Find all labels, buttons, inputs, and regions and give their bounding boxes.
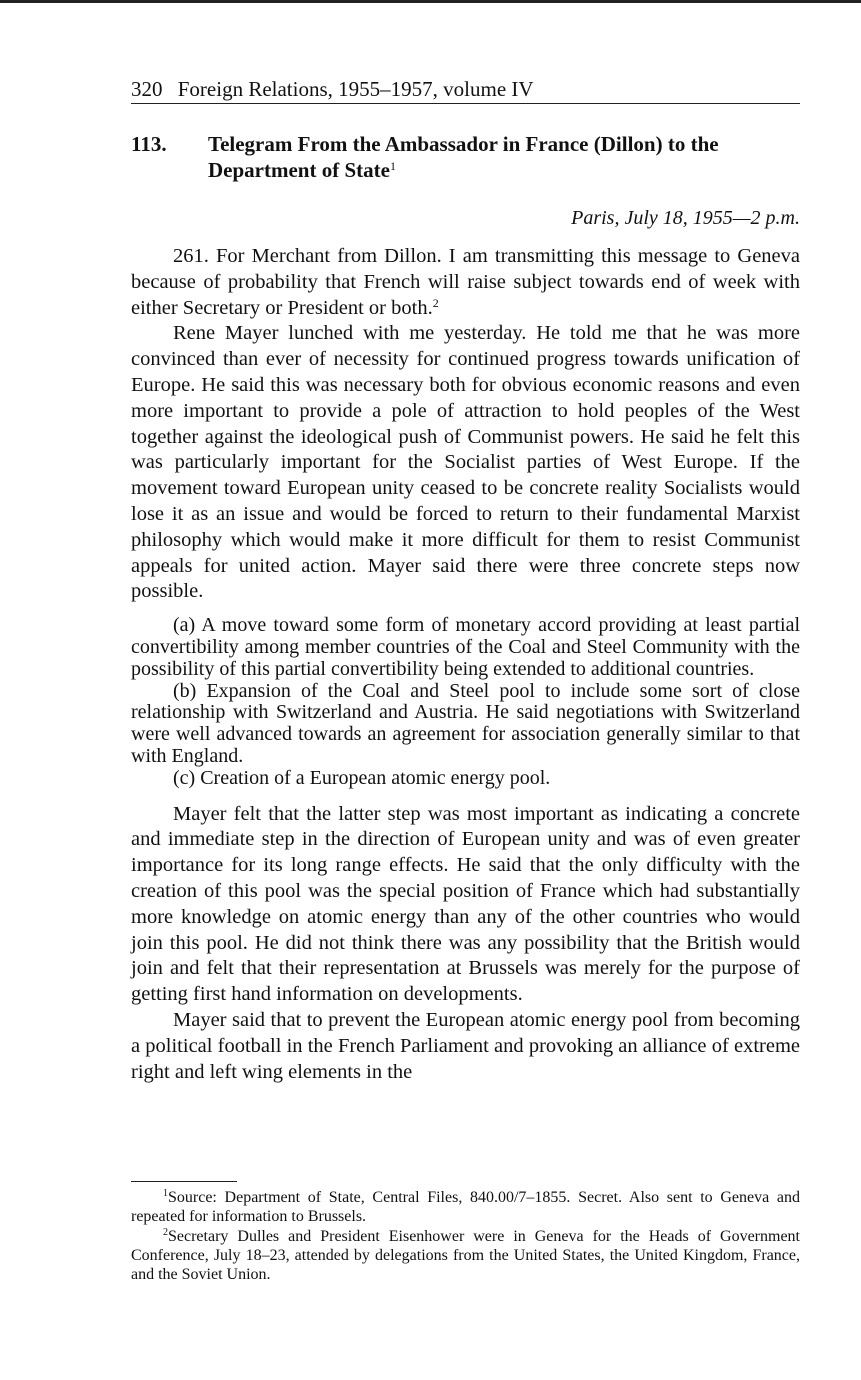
paragraph-1-text: 261. For Merchant from Dillon. I am transmitting this message to Geneva because of probability that French will raise subject towards end of week with either Secretary or President or both. xyxy=(131,245,800,319)
footnote-2-text: Secretary Dulles and President Eisenhower were in Geneva for the Heads of Government Conference, July 18–23, attended by delegations from the United States, the United Kingdom, France, and the Soviet Union. xyxy=(131,1227,800,1284)
document-number: 113. xyxy=(131,132,167,156)
footnote-2 xyxy=(131,1227,800,1285)
running-title: Foreign Relations, 1955–1957, volume IV xyxy=(177,77,534,101)
document-heading xyxy=(131,131,800,183)
paragraph-1 xyxy=(131,244,800,321)
list-item-b: (b) Expansion of the Coal and Steel pool to include some sort of close relationship with Switzerland and Austria. He said negotiations with Switzerland were well advanced towards an agreement for association generally similar to that with England. xyxy=(131,679,800,767)
footnote-1-text: Source: Department of State, Central Files, 840.00/7–1855. Secret. Also sent to Geneva and repeated for information to Brussels. xyxy=(131,1189,800,1226)
dateline: Paris, July 18, 1955—2 p.m. xyxy=(571,207,800,229)
footnote-1 xyxy=(131,1188,800,1227)
top-border-rule xyxy=(0,0,861,3)
footnote-divider xyxy=(131,1181,237,1182)
footnotes xyxy=(131,1188,800,1284)
title-footnote-ref[interactable]: 1 xyxy=(389,159,396,173)
steps-list xyxy=(131,615,800,789)
paragraph-2: Rene Mayer lunched with me yesterday. He told me that he was more convinced than ever of necessity for continued progress towards unification of Europe. He said this was necessary both for obvious economic reasons and even more important to provide a pole of attraction to hold peoples of the West together against the ideological push of Communist powers. He said he felt this was particularly important for the Socialist parties of West Europe. If the movement toward European unity ceased to be concrete reality Socialists would lose it as an issue and would be forced to return to their fundamental Marxist philosophy which would make it more difficult for them to resist Communist appeals for united action. Mayer said there were three concrete steps now possible. xyxy=(131,322,800,603)
list-item-c: (c) Creation of a European atomic energy pool. xyxy=(173,766,551,789)
telegram-body xyxy=(131,244,800,1085)
footnote-2-number: 2 xyxy=(163,1226,168,1238)
document-title-text: Telegram From the Ambassador in France (Dillon) to the Department of State xyxy=(208,132,719,182)
footnote-ref-2[interactable]: 2 xyxy=(432,295,439,310)
paragraph-4: Mayer said that to prevent the European atomic energy pool from becoming a political football in the French Parliament and provoking an alliance of extreme right and left wing elements in the xyxy=(131,1008,800,1083)
list-item-a: (a) A move toward some form of monetary accord providing at least partial convertibility among member countries of the Coal and Steel Community with the possibility of this partial convertibility being extended to additional countries. xyxy=(131,614,800,680)
running-header xyxy=(131,76,800,104)
paragraph-3: Mayer felt that the latter step was most important as indicating a concrete and immediate step in the direction of European unity and was of even greater importance for its long range effects. He said that the only difficulty with the creation of this pool was the special position of France which had substantially more knowledge on atomic energy than any of the other countries who would join this pool. He did not think there was any possibility that the British would join and felt that their representation at Brussels was merely for the purpose of getting first hand information on developments. xyxy=(131,802,800,1006)
document-title xyxy=(208,131,800,183)
page-number: 320 xyxy=(131,77,163,101)
footnote-1-number: 1 xyxy=(163,1188,168,1199)
